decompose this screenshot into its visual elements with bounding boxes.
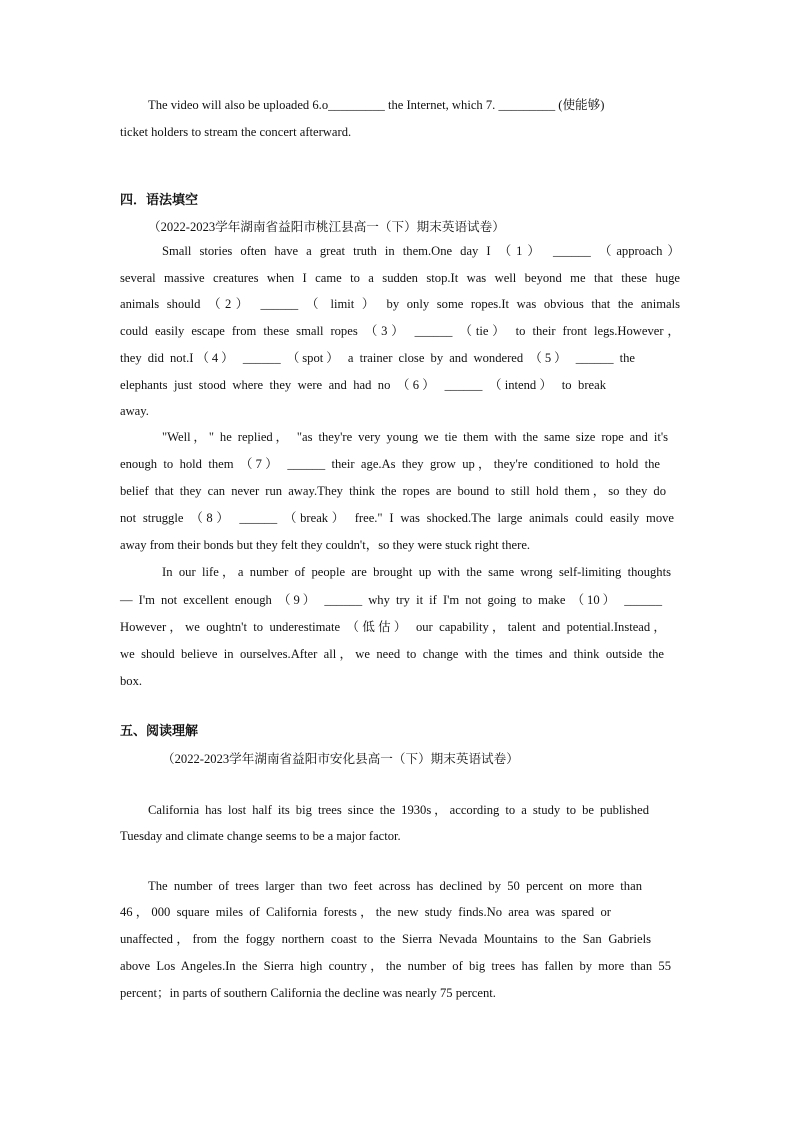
section-heading-grammar: 四．语法填空 <box>120 193 199 208</box>
text-line: Small stories often have a great truth in them.One day I （1） ______ （approach） <box>162 244 680 258</box>
text-line: not struggle （8） ______ （break） free." I was shocked.The large animals could easily move <box>120 511 674 525</box>
text-line: they did not.I（4） ______ （spot） a trainer close by and wondered （5） ______ the <box>120 351 635 365</box>
text-line: The number of trees larger than two feet across has declined by 50 percent on more than <box>148 879 642 893</box>
text-line: could easily escape from these small ropes （3） ______ （tie） to their front legs.However， <box>120 324 680 338</box>
text-line: However，we oughtn't to underestimate （低估） our capability，talent and potential.Instead， <box>120 620 666 634</box>
text-line: elephants just stood where they were and had no （6） ______ （intend） to break <box>120 378 606 392</box>
source-label: （2022-2023学年湖南省益阳市安化县高一（下）期末英语试卷） <box>162 752 519 766</box>
text-line: California has lost half its big trees since the 1930s，according to a study to be published <box>148 803 649 817</box>
text-line: unaffected，from the foggy northern coast to the Sierra Nevada Mountains to the San Gabriels <box>120 932 651 946</box>
text-line: box. <box>120 674 143 688</box>
text-line: enough to hold them （7） ______ their age.As they grow up，they're conditioned to hold the <box>120 457 660 471</box>
text-line: In our life，a number of people are brought up with the same wrong self-limiting thoughts <box>162 565 671 579</box>
text-line: "Well，" he replied， "as they're very young we tie them with the same size rope and it's <box>162 430 668 444</box>
text-line: Tuesday and climate change seems to be a major factor. <box>120 829 401 843</box>
text-line: animals should （2） ______ （ limit ） by only some ropes.It was obvious that the animals <box>120 297 680 311</box>
text-line: The video will also be uploaded 6.o_________ the Internet, which 7. _________ (使能够) <box>148 98 605 112</box>
text-line: — I'm not excellent enough （9） ______ why try it if I'm not going to make （10） ______ <box>120 593 662 607</box>
text-line: belief that they can never run away.They think the ropes are bound to still hold them，so they do <box>120 484 666 498</box>
text-line: above Los Angeles.In the Sierra high country，the number of big trees has fallen by more than 55 <box>120 959 671 973</box>
text-line: away. <box>120 404 149 418</box>
text-line: 46，000 square miles of California forests，the new study finds.No area was spared or <box>120 905 611 919</box>
text-line: percent；in parts of southern California the decline was nearly 75 percent. <box>120 986 496 1000</box>
section-heading-reading: 五、阅读理解 <box>120 724 199 739</box>
text-line: ticket holders to stream the concert afterward. <box>120 125 352 139</box>
text-line: we should believe in ourselves.After all，we need to change with the times and think outside the <box>120 647 664 661</box>
text-line: away from their bonds but they felt they couldn't，so they were stuck right there. <box>120 538 531 552</box>
source-label: （2022-2023学年湖南省益阳市桃江县高一（下）期末英语试卷） <box>148 220 505 234</box>
text-line: several massive creatures when I came to a sudden stop.It was well beyond me that these huge <box>120 271 680 285</box>
